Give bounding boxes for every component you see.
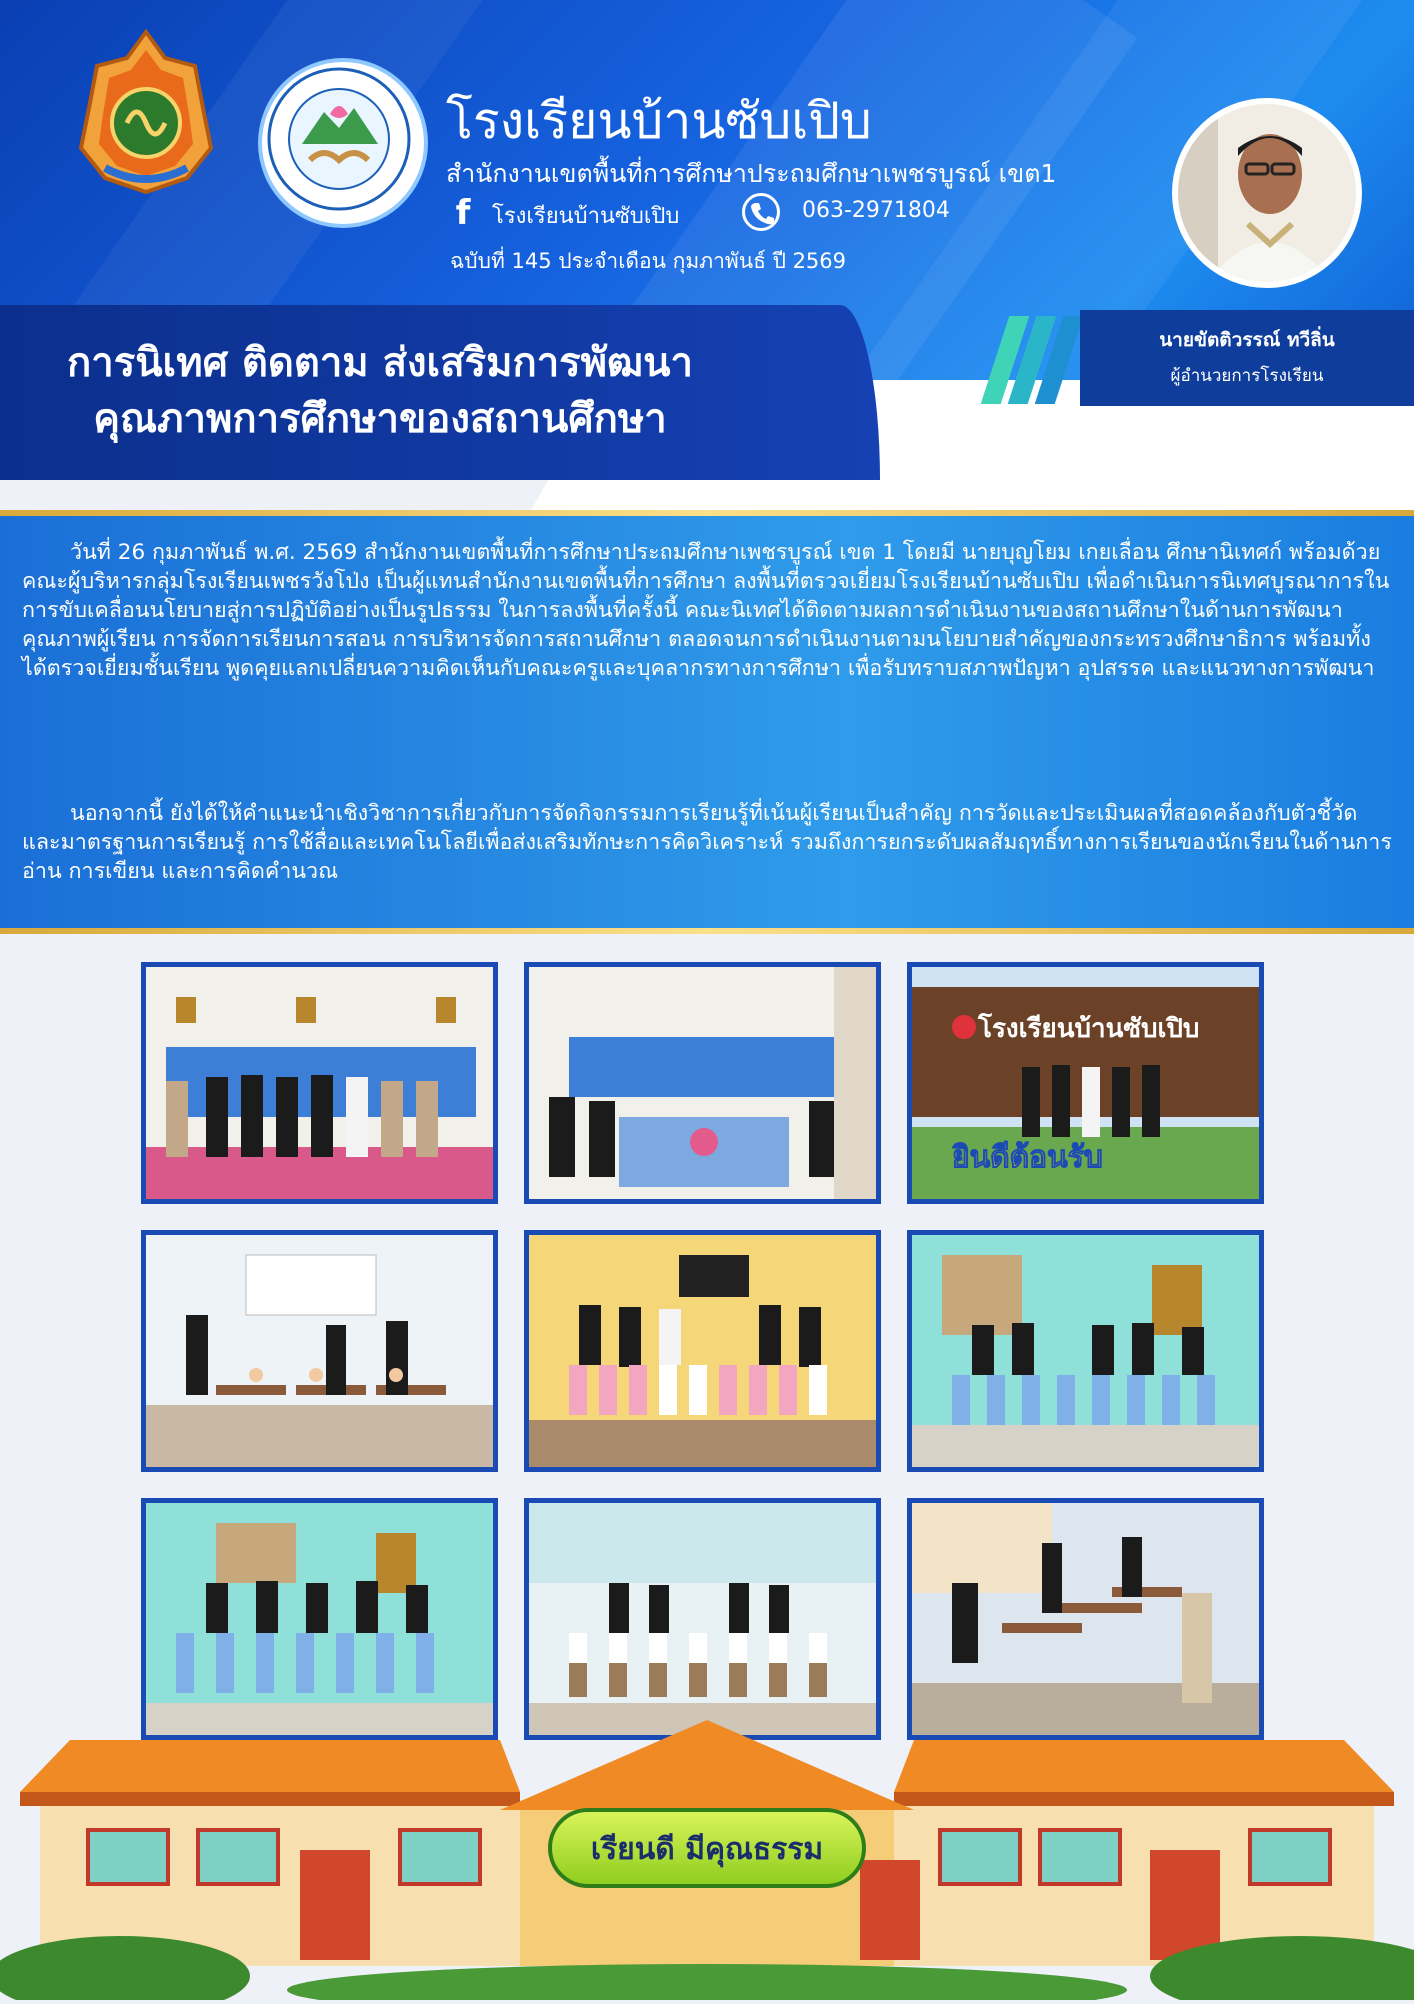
- facebook-page-link[interactable]: โรงเรียนบ้านซับเปิบ: [492, 204, 680, 229]
- photo-welcome-sign: [907, 962, 1264, 1204]
- welcome-word-text: ยินดีต้อนรับ: [952, 1140, 1103, 1175]
- facebook-icon[interactable]: f: [455, 193, 471, 233]
- photo-group-banner-1: [141, 962, 498, 1204]
- photo-students-group-1: [524, 1230, 881, 1472]
- gold-divider: [0, 928, 1414, 934]
- phone-number: 063-2971804: [802, 198, 950, 223]
- emblem-icon: [75, 28, 217, 196]
- school-name: โรงเรียนบ้านซับเปิบ: [446, 92, 872, 150]
- photo-students-group-2: [907, 1230, 1264, 1472]
- office-name: สำนักงานเขตพื้นที่การศึกษาประถมศึกษาเพชรบูรณ์ เขต1: [446, 159, 1057, 188]
- school-logo-icon: [258, 58, 428, 228]
- article-paragraph-1: วันที่ 26 กุมภาพันธ์ พ.ศ. 2569 สำนักงานเขตพื้นที่การศึกษาประถมศึกษาเพชรบูรณ์ เขต 1 โดยมี นายบุญโยม เกยเลื่อน ศึกษานิเทศก์ พร้อมด้วยคณะผู้บริหารกลุ่มโรงเรียนเพชรวังโป่ง เป็นผู้แทนสำนักงานเขตพื้นที่การศึกษา ลงพื้นที่ตรวจเยี่ยมโรงเรียนบ้านซับเปิบ เพื่อดำเนินการนิเทศบูรณาการในการขับเคลื่อนนโยบายสู่การปฏิบัติอย่างเป็นรูปธรรม ในการลงพื้นที่ครั้งนี้ คณะนิเทศได้ติดตามผลการดำเนินงานของสถานศึกษาในด้านการพัฒนาคุณภาพผู้เรียน การจัดการเรียนการสอน การบริหารจัดการสถานศึกษา ตลอดจนการดำเนินงานตามนโยบายสำคัญของกระทรวงศึกษาธิการ พร้อมทั้งได้ตรวจเยี่ยมชั้นเรียน พูดคุยแลกเปลี่ยนความคิดเห็นกับคณะครูและบุคลากรทางการศึกษา เพื่อรับทราบสภาพปัญหา อุปสรรค และแนวทางการพัฒนา: [22, 540, 1390, 681]
- headline-line-2: คุณภาพการศึกษาของสถานศึกษา: [93, 396, 667, 442]
- director-title: ผู้อำนวยการโรงเรียน: [1170, 366, 1324, 386]
- director-name: นายขัตติวรรณ์ ทวีลิ่น: [1159, 329, 1335, 351]
- gold-divider: [0, 510, 1414, 516]
- director-photo: [1172, 98, 1362, 288]
- photo-classroom-1: [141, 1230, 498, 1472]
- article-paragraph-2: นอกจากนี้ ยังได้ให้คำแนะนำเชิงวิชาการเกี่ยวกับการจัดกิจกรรมการเรียนรู้ที่เน้นผู้เรียนเป็นสำคัญ การวัดและประเมินผลที่สอดคล้องกับตัวชี้วัดและมาตรฐานการเรียนรู้ การใช้สื่อและเทคโนโลยีเพื่อส่งเสริมทักษะการคิดวิเคราะห์ รวมถึงการยกระดับผลสัมฤทธิ์ทางการเรียนของนักเรียนในด้านการอ่าน การเขียน และการคิดคำนวณ: [22, 801, 1392, 884]
- phone-icon: [742, 193, 780, 231]
- headline-line-1: การนิเทศ ติดตาม ส่งเสริมการพัฒนา: [67, 340, 693, 386]
- issue-info: ฉบับที่ 145 ประจำเดือน กุมภาพันธ์ ปี 2569: [450, 249, 847, 273]
- photo-meeting-table: [524, 962, 881, 1204]
- welcome-sign-text: โรงเรียนบ้านซับเปิบ: [978, 1014, 1200, 1044]
- slogan-text: เรียนดี มีคุณธรรม: [590, 1832, 824, 1867]
